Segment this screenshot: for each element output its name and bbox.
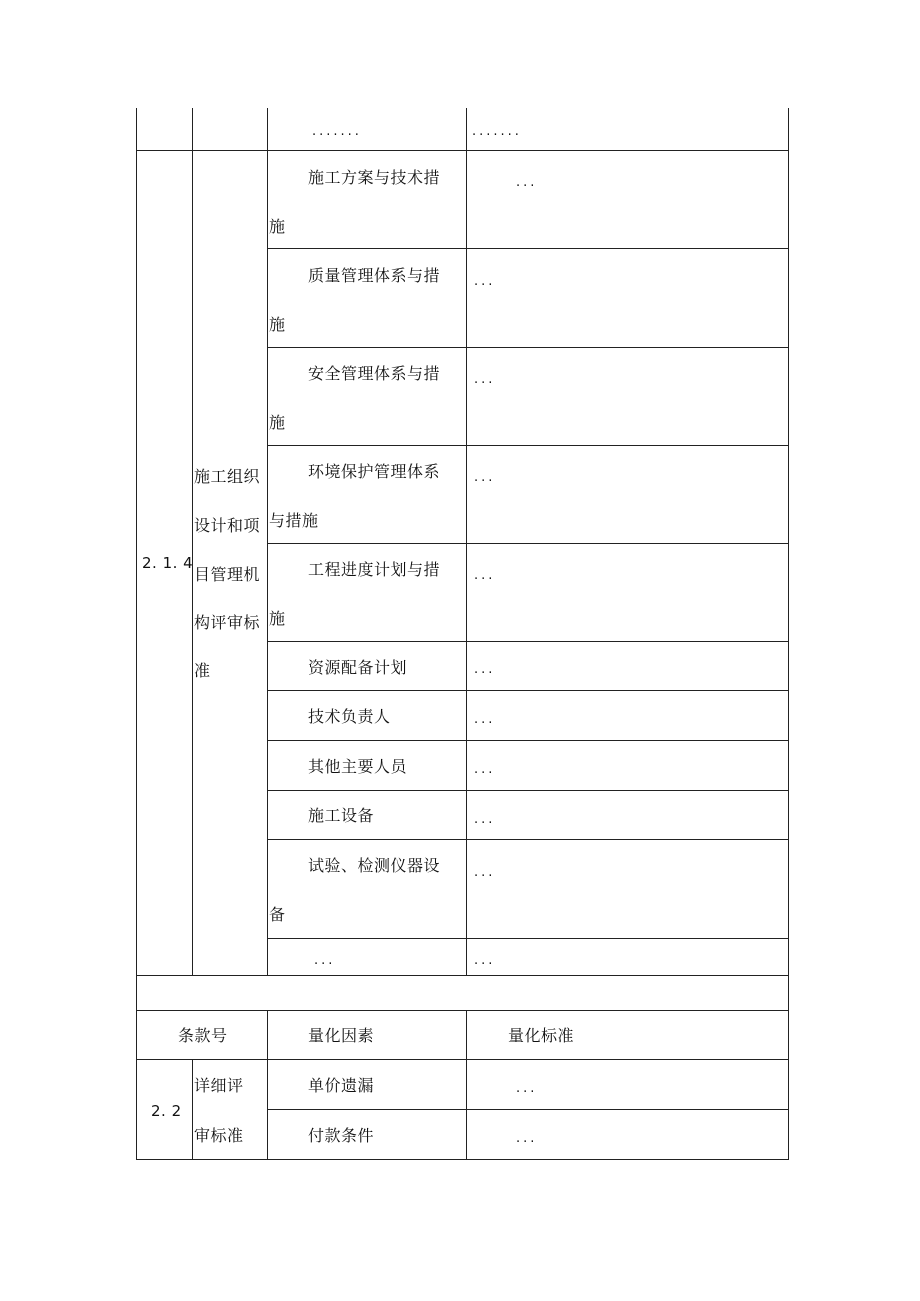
factor-cell-wrap: 施 xyxy=(269,413,286,432)
standard-cell: ... xyxy=(474,953,496,968)
clause-number: 2. 1. 4 xyxy=(142,554,194,572)
col-line xyxy=(192,1059,193,1160)
factor-cell: 技术负责人 xyxy=(308,707,391,726)
row-line xyxy=(267,641,789,642)
row-line xyxy=(267,938,789,939)
row-line xyxy=(267,543,789,544)
standard-cell: ... xyxy=(474,470,496,485)
col-line xyxy=(788,108,789,1160)
factor-cell-wrap: 施 xyxy=(269,217,286,236)
standard-cell: ... xyxy=(474,762,496,777)
standard-cell: ... xyxy=(474,812,496,827)
factor-cell: 付款条件 xyxy=(308,1126,375,1145)
clause-name-line: 详细评 xyxy=(194,1076,244,1095)
row-line xyxy=(267,790,789,791)
standard-cell: ....... xyxy=(472,124,522,139)
row-line xyxy=(267,248,789,249)
col-line xyxy=(267,1010,268,1160)
factor-cell-wrap: 施 xyxy=(269,315,286,334)
col-line xyxy=(466,108,467,976)
row-line xyxy=(267,690,789,691)
clause-name-line: 准 xyxy=(194,661,211,680)
clause-name-line: 审标准 xyxy=(194,1126,244,1145)
factor-cell: 试验、检测仪器设 xyxy=(308,856,441,875)
factor-cell: ... xyxy=(314,953,336,968)
factor-cell: 工程进度计划与措 xyxy=(308,560,441,579)
header-clause: 条款号 xyxy=(178,1026,228,1045)
standard-cell: ... xyxy=(474,712,496,727)
standard-cell: ... xyxy=(474,274,496,289)
standard-cell: ... xyxy=(474,372,496,387)
row-line xyxy=(136,975,789,976)
row-line xyxy=(136,1059,789,1060)
col-line xyxy=(136,108,137,1160)
row-line xyxy=(136,1010,789,1011)
factor-cell: 施工方案与技术措 xyxy=(308,168,441,187)
clause-name-line: 施工组织 xyxy=(194,467,261,486)
factor-cell-wrap: 与措施 xyxy=(269,511,319,530)
standard-cell: ... xyxy=(474,568,496,583)
col-line xyxy=(267,108,268,976)
factor-cell: 其他主要人员 xyxy=(308,757,408,776)
clause-name-line: 目管理机 xyxy=(194,565,261,584)
row-line xyxy=(136,150,789,151)
factor-cell: ....... xyxy=(312,124,362,139)
row-line xyxy=(267,740,789,741)
factor-cell: 环境保护管理体系 xyxy=(308,462,441,481)
col-line xyxy=(192,108,193,976)
col-line xyxy=(466,1010,467,1160)
header-standard: 量化标准 xyxy=(508,1026,575,1045)
row-line xyxy=(136,1159,789,1160)
row-line xyxy=(267,839,789,840)
standard-cell: ... xyxy=(516,175,538,190)
factor-cell: 单价遗漏 xyxy=(308,1076,375,1095)
factor-cell: 质量管理体系与措 xyxy=(308,266,441,285)
factor-cell-wrap: 备 xyxy=(269,905,286,924)
clause-number: 2. 2 xyxy=(151,1102,182,1120)
factor-cell: 安全管理体系与措 xyxy=(308,364,441,383)
standard-cell: ... xyxy=(516,1081,538,1096)
factor-cell: 资源配备计划 xyxy=(308,658,408,677)
clause-name-line: 设计和项 xyxy=(194,516,261,535)
row-line xyxy=(267,1109,789,1110)
standard-cell: ... xyxy=(474,865,496,880)
standard-cell: ... xyxy=(474,662,496,677)
row-line xyxy=(267,445,789,446)
standard-cell: ... xyxy=(516,1131,538,1146)
factor-cell-wrap: 施 xyxy=(269,609,286,628)
clause-name-line: 构评审标 xyxy=(194,613,261,632)
row-line xyxy=(267,347,789,348)
factor-cell: 施工设备 xyxy=(308,806,375,825)
header-factor: 量化因素 xyxy=(308,1026,375,1045)
